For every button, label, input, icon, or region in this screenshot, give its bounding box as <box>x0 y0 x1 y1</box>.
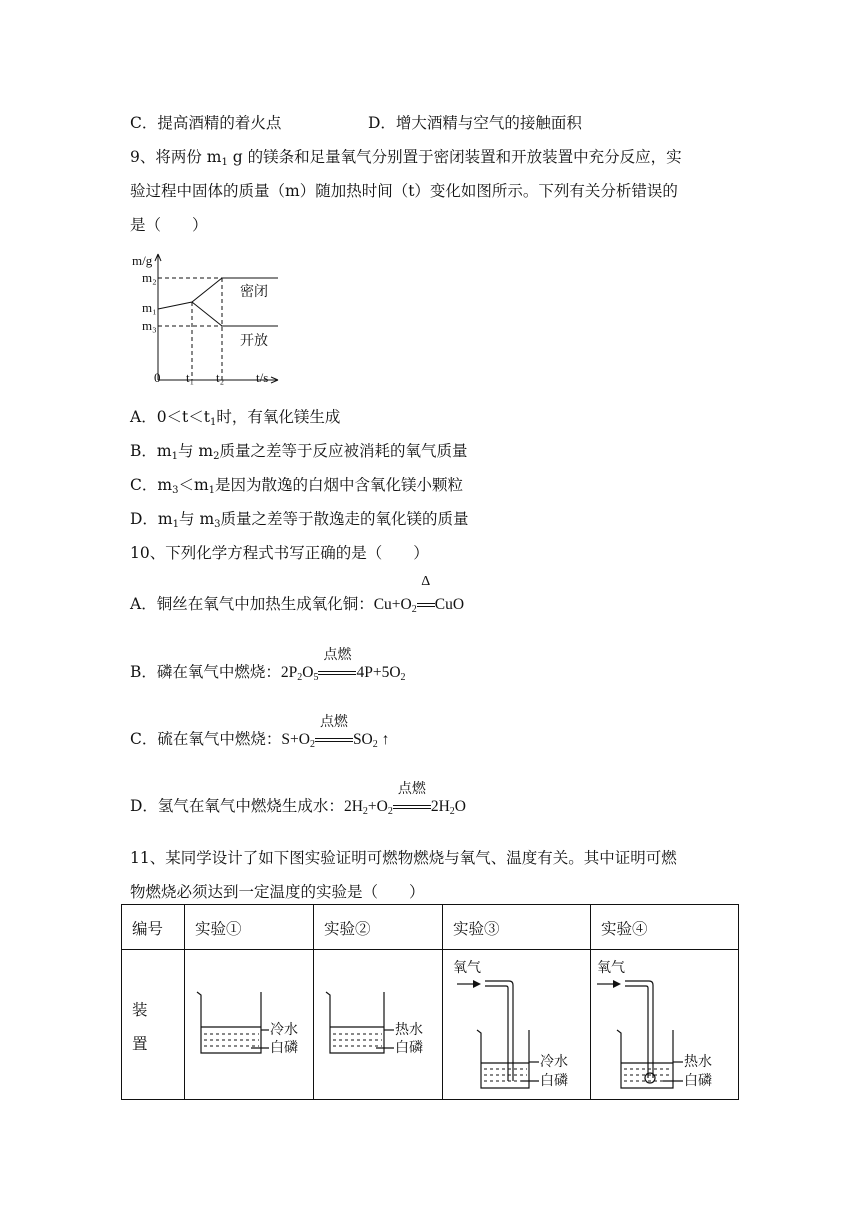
ignite-condition: 点燃 <box>319 715 348 730</box>
q11-stem-line2: 物燃烧必须达到一定温度的实验是（ ） <box>130 883 425 901</box>
q8-option-c: C．提高酒精的着火点 <box>130 114 282 132</box>
q10-stem: 10、下列化学方程式书写正确的是（ ） <box>130 544 429 562</box>
cold-water-label: 冷水 <box>540 1054 568 1070</box>
m1-label: m₁ <box>142 300 157 315</box>
q9-stem-line2: 验过程中固体的质量（m）随加热时间（t）变化如图所示。下列有关分析错误的 <box>130 182 678 200</box>
q8-option-d: D．增大酒精与空气的接触面积 <box>368 114 582 132</box>
y-axis-label: m/g <box>132 253 153 268</box>
header-number: 编号 <box>132 920 164 938</box>
q10-option-d: D．氢气在氧气中燃烧生成水：$2H_2+O_2$ 点燃 $2H_2O$ <box>130 794 466 817</box>
header-exp1: 实验① <box>195 920 242 938</box>
oxygen-label: 氧气 <box>453 960 481 976</box>
table-apparatus-row <box>122 950 739 1100</box>
t1-label: t₁ <box>186 370 195 385</box>
t2-label: t₂ <box>216 370 225 385</box>
q9-option-b: B．$m_1$与 $m_2$质量之差等于反应被消耗的氧气质量 <box>130 442 468 462</box>
origin-label: 0 <box>154 370 161 385</box>
mass-time-graph <box>128 248 288 390</box>
q9-option-c: C．$m_3<m_1$是因为散逸的白烟中含氧化镁小颗粒 <box>130 476 464 496</box>
beaker-oxygen-hot-water <box>591 950 738 1099</box>
q10-option-c: C．硫在氧气中燃烧：$S+O_2$ 点燃 $SO_2$ ↑ <box>130 727 389 750</box>
beaker-cold-water <box>185 950 313 1099</box>
cold-water-label: 冷水 <box>270 1022 298 1038</box>
q10-option-a: A．铜丝在氧气中加热生成氧化铜：$Cu+O_2$ Δ CuO <box>130 574 465 615</box>
q10-option-b: B．磷在氧气中燃烧：$2P_2O_5$ 点燃 $4P+5O_2$ <box>130 660 406 683</box>
hot-water-label: 热水 <box>684 1054 712 1070</box>
heat-condition: Δ <box>421 574 431 589</box>
x-axis-label: t/s <box>256 370 269 385</box>
q11-stem-line1: 11、某同学设计了如下图实验证明可燃物燃烧与氧气、温度有关。其中证明可燃 <box>130 849 677 867</box>
table-header-row <box>122 905 739 950</box>
white-phosphorus-label: 白磷 <box>270 1040 298 1056</box>
beaker-oxygen-cold-water <box>443 950 590 1099</box>
white-phosphorus-label: 白磷 <box>540 1073 568 1089</box>
ignite-condition: 点燃 <box>323 648 352 663</box>
closed-label: 密闭 <box>240 284 268 300</box>
oxygen-label: 氧气 <box>597 960 625 976</box>
ignite-condition: 点燃 <box>397 782 426 797</box>
white-phosphorus-label: 白磷 <box>684 1073 712 1089</box>
beaker-hot-water <box>314 950 442 1099</box>
hot-water-label: 热水 <box>395 1022 423 1038</box>
q9-stem-line3: 是（ ） <box>130 216 208 234</box>
white-phosphorus-label: 白磷 <box>395 1040 423 1056</box>
m3-label: m₃ <box>142 318 157 333</box>
header-exp4: 实验④ <box>601 920 648 938</box>
m2-label: m₂ <box>142 270 157 285</box>
q9-option-a: A．$0<t<t_1$时，有氧化镁生成 <box>130 408 341 428</box>
q9-stem-line1: 9、将两份 $m_1$ g 的镁条和足量氧气分别置于密闭装置和开放装置中充分反应，实 <box>130 148 682 168</box>
open-label: 开放 <box>240 333 268 349</box>
row-label: 装 置 <box>132 1001 148 1053</box>
header-exp2: 实验② <box>324 920 371 938</box>
experiment-table <box>121 904 739 1100</box>
open-curve <box>192 302 278 326</box>
q9-option-d: D．$m_1$与 $m_3$质量之差等于散逸走的氧化镁的质量 <box>130 510 469 530</box>
header-exp3: 实验③ <box>453 920 500 938</box>
